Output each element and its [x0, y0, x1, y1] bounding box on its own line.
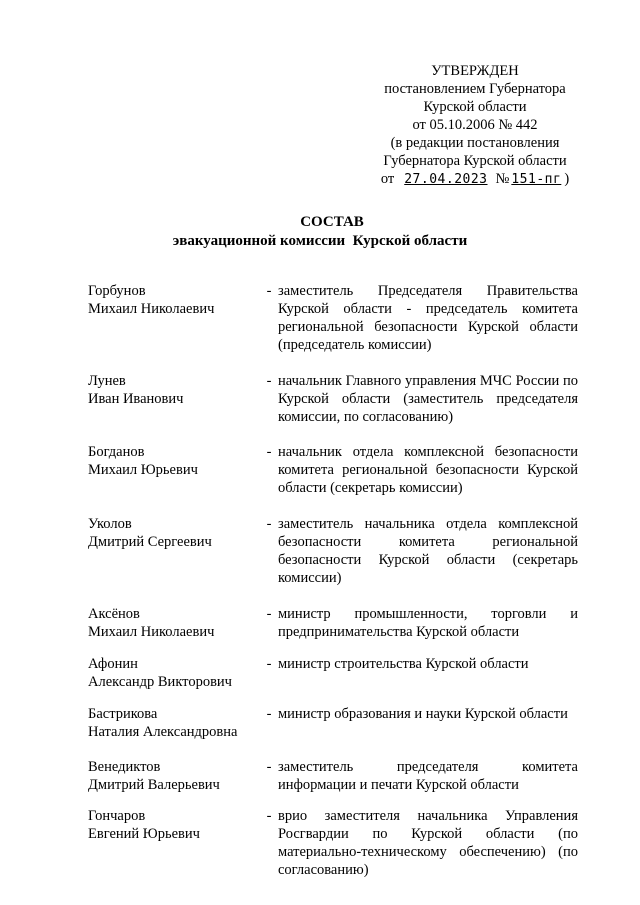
approval-line: (в редакции постановления — [390, 135, 560, 151]
member-surname: Уколов — [88, 516, 132, 532]
approval-heading: УТВЕРЖДЕН — [431, 63, 519, 79]
approval-block — [370, 62, 580, 189]
list-item — [88, 605, 578, 641]
member-role: министр строительства Курской области — [278, 656, 529, 672]
title-subheading: эвакуационной комиссии Курской области — [172, 233, 468, 249]
member-given-names: Михаил Николаевич — [88, 624, 215, 640]
member-surname: Лунев — [88, 373, 126, 389]
list-item — [88, 372, 578, 426]
members-list — [88, 282, 578, 879]
list-item — [88, 515, 578, 587]
separator-dash: - — [266, 283, 272, 299]
document-title — [0, 213, 640, 251]
list-item — [88, 807, 578, 879]
number-sign: № — [495, 171, 510, 187]
member-role: министр образования и науки Курской области — [278, 706, 568, 722]
member-role: начальник Главного управления МЧС России по Курской области (заместитель председателя комиссии, по согласованию) — [278, 373, 578, 425]
title-heading: СОСТАВ — [300, 214, 364, 230]
separator-dash: - — [266, 516, 272, 532]
member-surname: Афонин — [88, 656, 138, 672]
approval-line: Курской области — [423, 99, 527, 115]
amendment-date: 27.04.2023 — [404, 172, 488, 187]
member-name — [88, 282, 260, 354]
member-name — [88, 372, 260, 426]
list-item — [88, 758, 578, 794]
member-surname: Богданов — [88, 444, 145, 460]
member-name — [88, 515, 260, 587]
member-surname: Гончаров — [88, 808, 146, 824]
member-given-names: Дмитрий Валерьевич — [88, 777, 220, 793]
date-prefix: от — [380, 171, 395, 187]
member-surname: Аксёнов — [88, 606, 140, 622]
member-name — [88, 758, 260, 794]
member-surname: Бастрикова — [88, 706, 158, 722]
separator-dash: - — [266, 606, 272, 622]
separator-dash: - — [266, 759, 272, 775]
member-role: заместитель председателя комитета информации и печати Курской области — [278, 759, 578, 793]
separator-dash: - — [266, 808, 272, 824]
member-role: заместитель начальника отдела комплексной безопасности комитета региональной безопасности Курской области (секретарь комиссии) — [278, 516, 578, 586]
closing-paren: ) — [564, 171, 570, 187]
list-item — [88, 655, 578, 691]
list-item — [88, 443, 578, 497]
member-given-names: Евгений Юрьевич — [88, 826, 200, 842]
separator-dash: - — [266, 373, 272, 389]
amendment-number: 151-пг — [511, 172, 562, 187]
member-given-names: Дмитрий Сергеевич — [88, 534, 212, 550]
member-role: врио заместителя начальника Управления Росгвардии по Курской области (по материально-техническому обеспечению) (по согласованию) — [278, 808, 578, 878]
member-name — [88, 605, 260, 641]
member-given-names: Александр Викторович — [88, 674, 232, 690]
member-role: министр промышленности, торговли и предпринимательства Курской области — [278, 606, 578, 640]
member-given-names: Наталия Александровна — [88, 724, 238, 740]
member-name — [88, 705, 260, 741]
member-role: заместитель Председателя Правительства Курской области - председатель комитета региональной безопасности Курской области (председатель комиссии) — [278, 283, 578, 353]
list-item — [88, 705, 578, 741]
approval-line: Губернатора Курской области — [383, 153, 567, 169]
approval-line: от 05.10.2006 № 442 — [412, 117, 538, 133]
member-name — [88, 655, 260, 691]
member-surname: Венедиктов — [88, 759, 161, 775]
separator-dash: - — [266, 656, 272, 672]
member-given-names: Михаил Юрьевич — [88, 462, 198, 478]
list-item — [88, 282, 578, 354]
member-role: начальник отдела комплексной безопасности комитета региональной безопасности Курской области (секретарь комиссии) — [278, 444, 578, 496]
approval-line: постановлением Губернатора — [384, 81, 566, 97]
separator-dash: - — [266, 706, 272, 722]
member-surname: Горбунов — [88, 283, 146, 299]
member-name — [88, 443, 260, 497]
member-given-names: Иван Иванович — [88, 391, 184, 407]
member-name — [88, 807, 260, 879]
separator-dash: - — [266, 444, 272, 460]
member-given-names: Михаил Николаевич — [88, 301, 215, 317]
amendment-date-line — [370, 170, 580, 189]
